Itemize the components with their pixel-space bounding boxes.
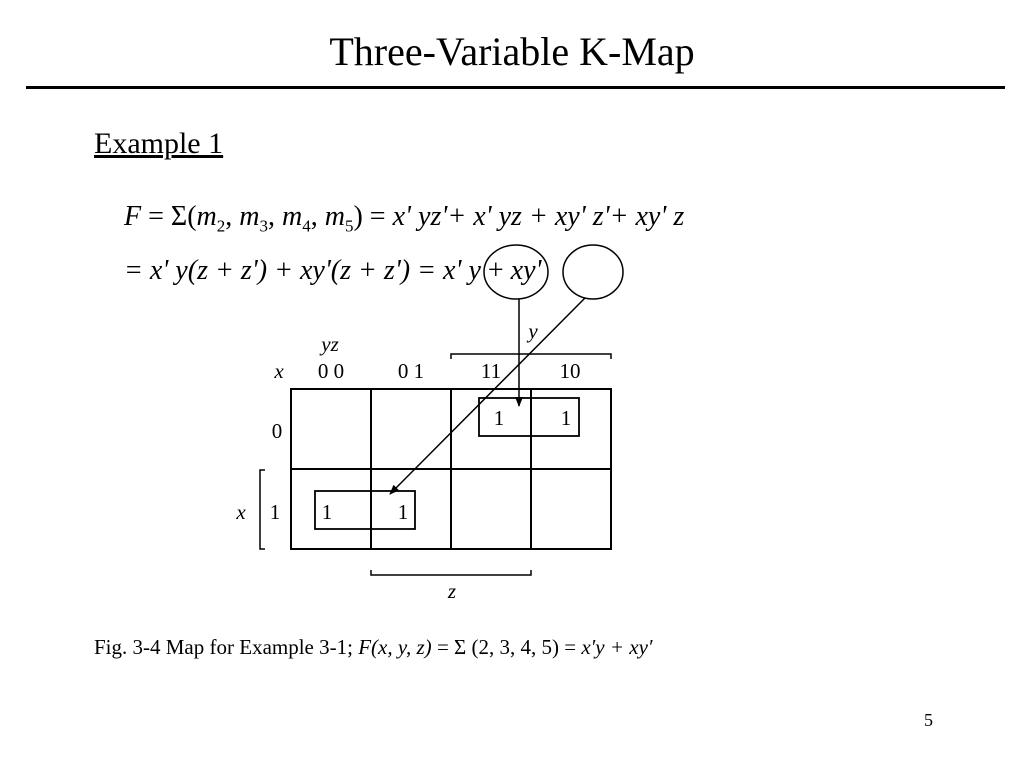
eq1-F: F	[124, 201, 142, 232]
col-header-10: 10	[559, 359, 581, 383]
eq1-sigma: Σ(	[170, 201, 197, 232]
caption-prefix: Fig. 3-4 Map for Example 3-1;	[94, 635, 359, 659]
bracket-y	[451, 354, 611, 359]
caption-mid: = Σ (2, 3, 4, 5) =	[431, 635, 582, 659]
row-header-1: 1	[269, 500, 281, 524]
eq2-term-x-y-prime: xy'	[510, 255, 542, 286]
col-header-01: 0 1	[397, 359, 425, 383]
caption-func: F	[358, 635, 372, 659]
eq1-sub5: 5	[344, 216, 354, 236]
eq2-plus: +	[487, 255, 504, 286]
cell-r1-c1: 1	[397, 500, 409, 524]
cell-r1-c0: 1	[321, 500, 333, 524]
eq1-equals2: =	[369, 201, 386, 232]
bracket-z-label: z	[447, 579, 457, 603]
arrow-x-y-prime	[390, 298, 585, 494]
circle-x-y-prime	[563, 245, 623, 299]
col-header-00: 0 0	[317, 359, 345, 383]
eq1-sub4: 4	[302, 216, 311, 236]
circle-x-prime-y	[484, 245, 548, 299]
caption-result: x′y + xy′	[581, 635, 653, 659]
cell-r0-c2: 1	[493, 406, 505, 430]
row-header-0: 0	[271, 419, 283, 443]
slide-title: Three-Variable K-Map	[329, 29, 695, 74]
eq2-term-x-prime-y: x' y	[443, 255, 481, 286]
page-number: 5	[924, 710, 933, 730]
eq1-m2: m	[196, 201, 217, 232]
cell-r0-c3: 1	[560, 406, 572, 430]
bracket-x	[260, 470, 265, 549]
bracket-z	[371, 570, 531, 575]
col-header-11: 11	[480, 359, 502, 383]
eq1-m3: m	[239, 201, 260, 232]
eq2-expansion: = x' y(z + z') + xy'(z + z') =	[124, 255, 444, 286]
caption-args: (x, y, z)	[371, 635, 432, 659]
row-var-label: x	[274, 359, 284, 383]
bracket-y-label: y	[528, 319, 538, 343]
eq1-m5: m	[324, 201, 345, 232]
eq1-close: )	[353, 201, 363, 232]
eq1-rhs: x' yz'+ x' yz + xy' z'+ xy' z	[392, 201, 685, 232]
eq1-sub3: 3	[259, 216, 268, 236]
eq1-comma1: ,	[225, 201, 233, 232]
eq1-equals: =	[148, 201, 164, 232]
eq1-sub2: 2	[216, 216, 226, 236]
figure-caption	[94, 634, 653, 660]
col-var-label: yz	[321, 332, 339, 356]
bracket-x-label: x	[236, 500, 246, 524]
eq1-m4: m	[282, 201, 303, 232]
example-heading: Example 1	[94, 127, 224, 160]
eq1-comma2: ,	[268, 201, 275, 232]
eq1-comma3: ,	[310, 201, 318, 232]
